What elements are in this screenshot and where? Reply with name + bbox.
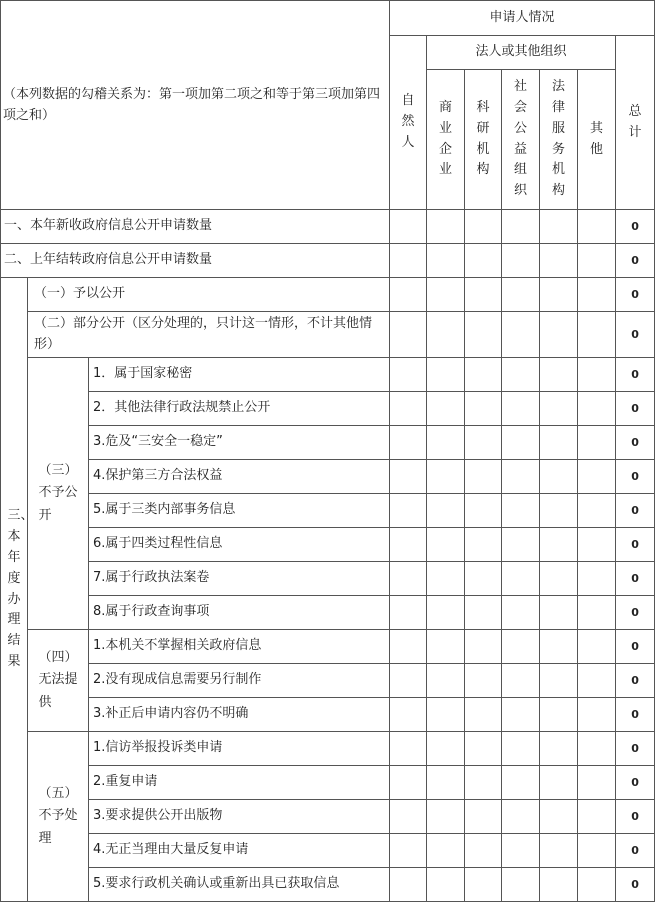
empty-cell (502, 766, 540, 800)
natural-person-text: 自然人 (401, 93, 415, 150)
empty-cell (390, 210, 427, 244)
table-row (1, 392, 655, 426)
empty-cell (390, 698, 427, 732)
natural-person-header (390, 36, 427, 210)
empty-cell (502, 210, 540, 244)
empty-cell (578, 562, 616, 596)
empty-cell (427, 392, 465, 426)
empty-cell (465, 210, 502, 244)
table-row (1, 210, 655, 244)
table-row (1, 664, 655, 698)
empty-cell (578, 664, 616, 698)
legal-service-text: 法律服务机构 (552, 79, 566, 199)
calculation-note-text: （本列数据的勾稽关系为：第一项加第二项之和等于第三项加第四项之和） (3, 86, 381, 123)
row-label: 2.重复申请 (89, 766, 390, 800)
empty-cell (427, 278, 465, 312)
empty-cell (427, 562, 465, 596)
empty-cell (390, 312, 427, 358)
section3-label (1, 278, 34, 902)
empty-cell (502, 868, 540, 902)
empty-cell (540, 868, 578, 902)
empty-cell (390, 426, 427, 460)
empty-cell (540, 528, 578, 562)
empty-cell (427, 244, 465, 278)
table-row (1, 732, 655, 766)
calculation-note (1, 1, 390, 210)
legal-service-header (540, 70, 578, 210)
total-value: 0 (616, 868, 655, 902)
empty-cell (390, 732, 427, 766)
table-row (1, 528, 655, 562)
empty-cell (390, 392, 427, 426)
row-label: 2.没有现成信息需要另行制作 (89, 664, 390, 698)
empty-cell (540, 460, 578, 494)
social-header (502, 70, 540, 210)
legal-group-text: 法人或其他组织 (475, 44, 567, 60)
section3-label-text: 三、本年度办理结果 (7, 508, 34, 669)
subsection-c-label-text: （三）不予公开 (38, 463, 78, 523)
total-value: 0 (616, 278, 655, 312)
empty-cell (390, 800, 427, 834)
total-value: 0 (616, 312, 655, 358)
table-row (1, 562, 655, 596)
row-label (1, 210, 390, 244)
empty-cell (540, 392, 578, 426)
table-row (1, 766, 655, 800)
total-value: 0 (616, 596, 655, 630)
empty-cell (578, 528, 616, 562)
empty-cell (465, 596, 502, 630)
empty-cell (427, 664, 465, 698)
empty-cell (578, 868, 616, 902)
empty-cell (540, 800, 578, 834)
row-label-text: 一、本年新收政府信息公开申请数量 (4, 218, 213, 234)
empty-cell (578, 834, 616, 868)
empty-cell (540, 210, 578, 244)
empty-cell (540, 426, 578, 460)
row-label: 1.信访举报投诉类申请 (89, 732, 390, 766)
empty-cell (502, 244, 540, 278)
empty-cell (502, 596, 540, 630)
empty-cell (465, 732, 502, 766)
total-value: 0 (616, 392, 655, 426)
row-label: 5.属于三类内部事务信息 (89, 494, 390, 528)
empty-cell (427, 596, 465, 630)
empty-cell (540, 278, 578, 312)
empty-cell (465, 312, 502, 358)
total-value: 0 (616, 528, 655, 562)
table-row (1, 868, 655, 902)
total-value: 0 (616, 460, 655, 494)
table-row (1, 834, 655, 868)
total-value: 0 (616, 766, 655, 800)
subsection-e-label (28, 732, 89, 902)
row-label: 7.属于行政执法案卷 (89, 562, 390, 596)
empty-cell (465, 244, 502, 278)
empty-cell (540, 494, 578, 528)
row-label: 1.本机关不掌握相关政府信息 (89, 630, 390, 664)
empty-cell (578, 426, 616, 460)
empty-cell (578, 800, 616, 834)
table-row (1, 460, 655, 494)
empty-cell (540, 244, 578, 278)
applicant-header-text: 申请人情况 (489, 9, 555, 25)
empty-cell (502, 426, 540, 460)
empty-cell (540, 596, 578, 630)
empty-cell (502, 392, 540, 426)
total-value: 0 (616, 494, 655, 528)
empty-cell (390, 834, 427, 868)
row-label: 8.属于行政查询事项 (89, 596, 390, 630)
empty-cell (578, 630, 616, 664)
empty-cell (502, 834, 540, 868)
empty-cell (578, 312, 616, 358)
total-value: 0 (616, 210, 655, 244)
empty-cell (465, 358, 502, 392)
empty-cell (578, 392, 616, 426)
row-label: 5.要求行政机关确认或重新出具已获取信息 (89, 868, 390, 902)
total-value: 0 (616, 244, 655, 278)
empty-cell (540, 664, 578, 698)
table-row (1, 312, 655, 358)
empty-cell (465, 630, 502, 664)
empty-cell (502, 528, 540, 562)
empty-cell (465, 460, 502, 494)
total-value: 0 (616, 358, 655, 392)
row-label-text: （二）部分公开（区分处理的，只计这一情形，不计其他情形） (34, 316, 373, 352)
empty-cell (540, 562, 578, 596)
empty-cell (578, 494, 616, 528)
empty-cell (502, 732, 540, 766)
empty-cell (465, 392, 502, 426)
commercial-text: 商业企业 (439, 99, 453, 178)
empty-cell (427, 528, 465, 562)
empty-cell (578, 732, 616, 766)
total-header-text: 总计 (628, 103, 642, 140)
empty-cell (427, 460, 465, 494)
empty-cell (578, 210, 616, 244)
empty-cell (427, 766, 465, 800)
row-label (28, 312, 390, 358)
total-value: 0 (616, 630, 655, 664)
table-row (1, 800, 655, 834)
other-text: 其他 (590, 120, 604, 157)
empty-cell (390, 596, 427, 630)
empty-cell (427, 732, 465, 766)
empty-cell (390, 630, 427, 664)
row-label-text: （一）予以公开 (34, 286, 126, 302)
subsection-d-label (28, 630, 89, 732)
empty-cell (427, 312, 465, 358)
social-text: 社会公益组织 (514, 79, 528, 199)
row-label (28, 278, 390, 312)
empty-cell (465, 698, 502, 732)
empty-cell (578, 460, 616, 494)
empty-cell (390, 358, 427, 392)
empty-cell (540, 834, 578, 868)
total-value: 0 (616, 426, 655, 460)
empty-cell (427, 358, 465, 392)
row-label: 3.补正后申请内容仍不明确 (89, 698, 390, 732)
empty-cell (465, 562, 502, 596)
empty-cell (427, 698, 465, 732)
empty-cell (578, 358, 616, 392)
total-value: 0 (616, 664, 655, 698)
empty-cell (427, 630, 465, 664)
table-row (1, 426, 655, 460)
empty-cell (465, 426, 502, 460)
empty-cell (578, 766, 616, 800)
table-row (1, 244, 655, 278)
total-value: 0 (616, 800, 655, 834)
empty-cell (540, 766, 578, 800)
commercial-header (427, 70, 465, 210)
empty-cell (390, 868, 427, 902)
empty-cell (465, 664, 502, 698)
empty-cell (502, 358, 540, 392)
empty-cell (502, 800, 540, 834)
empty-cell (578, 698, 616, 732)
table-row (1, 278, 655, 312)
empty-cell (465, 278, 502, 312)
row-label: 4.保护第三方合法权益 (89, 460, 390, 494)
empty-cell (540, 732, 578, 766)
empty-cell (390, 278, 427, 312)
empty-cell (427, 210, 465, 244)
empty-cell (390, 244, 427, 278)
empty-cell (540, 630, 578, 664)
empty-cell (427, 800, 465, 834)
research-text: 科研机构 (476, 99, 490, 178)
table-row (1, 596, 655, 630)
empty-cell (502, 698, 540, 732)
empty-cell (578, 244, 616, 278)
empty-cell (540, 312, 578, 358)
empty-cell (427, 834, 465, 868)
table-row (1, 630, 655, 664)
total-value: 0 (616, 834, 655, 868)
row-label: 4.无正当理由大量反复申请 (89, 834, 390, 868)
empty-cell (427, 868, 465, 902)
empty-cell (578, 278, 616, 312)
empty-cell (390, 562, 427, 596)
empty-cell (502, 278, 540, 312)
empty-cell (502, 312, 540, 358)
row-label: 6.属于四类过程性信息 (89, 528, 390, 562)
empty-cell (502, 494, 540, 528)
research-header (465, 70, 502, 210)
empty-cell (502, 562, 540, 596)
table-row (1, 698, 655, 732)
empty-cell (427, 494, 465, 528)
empty-cell (465, 528, 502, 562)
empty-cell (540, 698, 578, 732)
empty-cell (465, 766, 502, 800)
row-label: 1．属于国家秘密 (89, 358, 390, 392)
row-label-text: 二、上年结转政府信息公开申请数量 (4, 252, 213, 268)
other-header (578, 70, 616, 210)
empty-cell (390, 494, 427, 528)
empty-cell (390, 528, 427, 562)
subsection-e-label-text: （五）不予处理 (38, 786, 78, 846)
empty-cell (540, 358, 578, 392)
table-row (1, 358, 655, 392)
empty-cell (465, 494, 502, 528)
empty-cell (390, 664, 427, 698)
empty-cell (502, 460, 540, 494)
empty-cell (502, 630, 540, 664)
subsection-c-label (28, 358, 89, 630)
empty-cell (390, 460, 427, 494)
empty-cell (465, 834, 502, 868)
total-value: 0 (616, 698, 655, 732)
row-label (1, 244, 390, 278)
empty-cell (502, 664, 540, 698)
empty-cell (465, 868, 502, 902)
subsection-d-label-text: （四）无法提供 (38, 650, 78, 710)
total-value: 0 (616, 562, 655, 596)
legal-group-header (427, 36, 616, 70)
total-header (616, 36, 655, 210)
total-value: 0 (616, 732, 655, 766)
row-label: 2．其他法律行政法规禁止公开 (89, 392, 390, 426)
row-label: 3.危及“三安全一稳定” (89, 426, 390, 460)
empty-cell (390, 766, 427, 800)
applicant-header (390, 1, 655, 36)
empty-cell (465, 800, 502, 834)
empty-cell (427, 426, 465, 460)
table-row (1, 494, 655, 528)
empty-cell (578, 596, 616, 630)
row-label: 3.要求提供公开出版物 (89, 800, 390, 834)
